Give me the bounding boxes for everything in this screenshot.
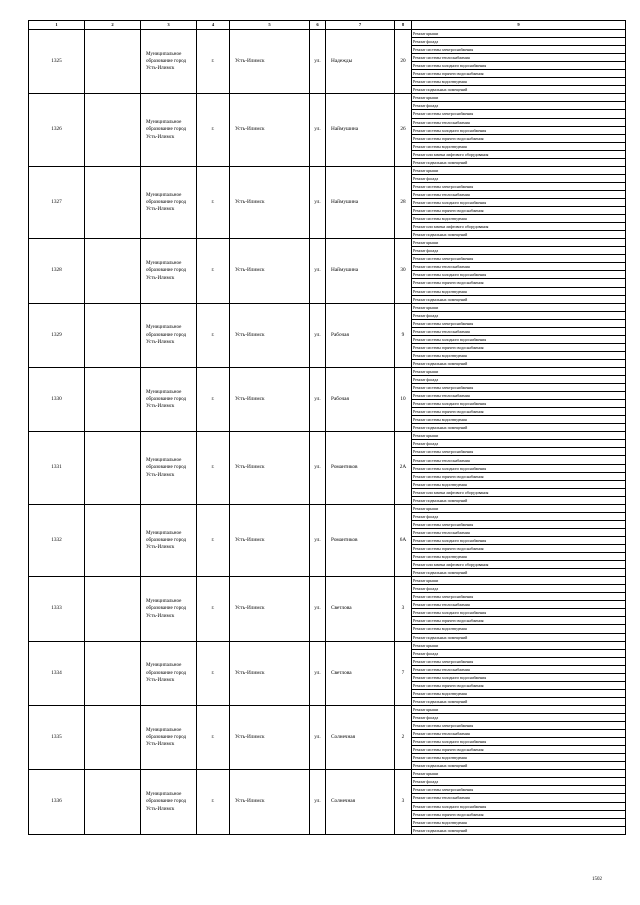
repair-work-item: Ремонт фасада — [412, 247, 626, 255]
header-col-4: 4 — [197, 21, 230, 30]
house-number: 28 — [395, 166, 412, 238]
house-number: 30 — [395, 239, 412, 303]
repair-work-item: Ремонт системы холодного водоснабжения — [412, 738, 626, 746]
repair-work-item: Ремонт системы электроснабжения — [412, 319, 626, 327]
house-number: 3 — [395, 770, 412, 834]
municipality-name: Муниципальное образование город Усть-Илимск — [141, 705, 197, 769]
repair-work-item: Ремонт системы горячего водоснабжения — [412, 617, 626, 625]
repair-work-item: Ремонт крыши — [412, 432, 626, 440]
municipal-district-cell — [85, 432, 141, 504]
locality-type: г. — [197, 94, 230, 166]
locality-name: Усть-Илимск — [230, 641, 310, 705]
street-type: ул. — [310, 303, 326, 367]
house-number: 9 — [395, 303, 412, 367]
repair-work-item: Ремонт системы холодного водоснабжения — [412, 62, 626, 70]
municipality-name: Муниципальное образование город Усть-Илимск — [141, 303, 197, 367]
repair-work-item: Ремонт системы водоотведения — [412, 754, 626, 762]
repair-work-item: Ремонт системы электроснабжения — [412, 520, 626, 528]
repair-work-item: Ремонт системы электроснабжения — [412, 255, 626, 263]
repair-work-item: Ремонт подвальных помещений — [412, 158, 626, 166]
repair-work-item: Ремонт системы теплоснабжения — [412, 327, 626, 335]
street-name: Рабочая — [326, 367, 395, 431]
repair-work-item: Ремонт системы теплоснабжения — [412, 118, 626, 126]
house-number: 26 — [395, 94, 412, 166]
repair-work-item: Ремонт системы электроснабжения — [412, 786, 626, 794]
header-col-9: 9 — [412, 21, 626, 30]
repair-work-item: Ремонт системы водоотведения — [412, 818, 626, 826]
repair-work-item: Ремонт фасада — [412, 311, 626, 319]
table-row — [29, 641, 626, 649]
repair-work-item: Ремонт системы горячего водоснабжения — [412, 472, 626, 480]
street-type: ул. — [310, 239, 326, 303]
repair-work-item: Ремонт системы электроснабжения — [412, 722, 626, 730]
locality-type: г. — [197, 239, 230, 303]
table-row — [29, 504, 626, 512]
table-row — [29, 166, 626, 174]
municipality-name: Муниципальное образование город Усть-Илимск — [141, 239, 197, 303]
repair-work-item: Ремонт подвальных помещений — [412, 359, 626, 367]
repair-work-item: Ремонт системы холодного водоснабжения — [412, 198, 626, 206]
locality-name: Усть-Илимск — [230, 94, 310, 166]
repair-work-item: Ремонт крыши — [412, 367, 626, 375]
municipal-district-cell — [85, 239, 141, 303]
house-number: 10 — [395, 367, 412, 431]
repair-work-item: Ремонт крыши — [412, 770, 626, 778]
repair-work-item: Ремонт системы водоотведения — [412, 416, 626, 424]
row-number: 1328 — [29, 239, 85, 303]
locality-name: Усть-Илимск — [230, 303, 310, 367]
street-type: ул. — [310, 705, 326, 769]
repair-work-item: Ремонт системы горячего водоснабжения — [412, 207, 626, 215]
house-number: 6А — [395, 504, 412, 576]
header-col-6: 6 — [310, 21, 326, 30]
repair-work-item: Ремонт подвальных помещений — [412, 295, 626, 303]
locality-type: г. — [197, 303, 230, 367]
street-name: Романтиков — [326, 504, 395, 576]
locality-name: Усть-Илимск — [230, 770, 310, 834]
repair-work-item: Ремонт системы теплоснабжения — [412, 730, 626, 738]
repair-work-item: Ремонт системы холодного водоснабжения — [412, 536, 626, 544]
repair-work-item: Ремонт фасада — [412, 376, 626, 384]
row-number: 1334 — [29, 641, 85, 705]
repair-work-item: Ремонт подвальных помещений — [412, 86, 626, 94]
header-col-2: 2 — [85, 21, 141, 30]
street-type: ул. — [310, 166, 326, 238]
repair-work-item: Ремонт системы теплоснабжения — [412, 528, 626, 536]
street-name: Светлова — [326, 641, 395, 705]
house-number: 2А — [395, 432, 412, 504]
repair-work-item: Ремонт системы холодного водоснабжения — [412, 802, 626, 810]
street-type: ул. — [310, 641, 326, 705]
repair-work-item: Ремонт системы электроснабжения — [412, 384, 626, 392]
municipal-district-cell — [85, 94, 141, 166]
street-type: ул. — [310, 94, 326, 166]
repair-work-item: Ремонт системы горячего водоснабжения — [412, 134, 626, 142]
repair-work-item: Ремонт системы водоотведения — [412, 215, 626, 223]
street-name: Рабочая — [326, 303, 395, 367]
repair-work-item: Ремонт или замена лифтового оборудования — [412, 223, 626, 231]
street-type: ул. — [310, 30, 326, 94]
locality-type: г. — [197, 770, 230, 834]
municipal-district-cell — [85, 504, 141, 576]
street-name: Наймушина — [326, 239, 395, 303]
header-col-1: 1 — [29, 21, 85, 30]
repair-work-item: Ремонт системы теплоснабжения — [412, 456, 626, 464]
repair-work-item: Ремонт системы холодного водоснабжения — [412, 673, 626, 681]
repair-work-item: Ремонт или замена лифтового оборудования — [412, 561, 626, 569]
repair-work-item: Ремонт фасада — [412, 585, 626, 593]
repair-work-item: Ремонт фасада — [412, 174, 626, 182]
repair-work-item: Ремонт крыши — [412, 94, 626, 102]
repair-work-item: Ремонт системы горячего водоснабжения — [412, 70, 626, 78]
locality-type: г. — [197, 432, 230, 504]
repair-work-item: Ремонт системы электроснабжения — [412, 110, 626, 118]
repair-work-item: Ремонт системы водоотведения — [412, 287, 626, 295]
repair-work-item: Ремонт системы теплоснабжения — [412, 665, 626, 673]
street-name: Солнечная — [326, 705, 395, 769]
street-name: Надежды — [326, 30, 395, 94]
repair-work-item: Ремонт системы теплоснабжения — [412, 794, 626, 802]
municipality-name: Муниципальное образование город Усть-Илимск — [141, 577, 197, 641]
repair-work-item: Ремонт крыши — [412, 705, 626, 713]
row-number: 1331 — [29, 432, 85, 504]
repair-work-item: Ремонт фасада — [412, 102, 626, 110]
street-name: Наймушина — [326, 94, 395, 166]
repair-work-item: Ремонт подвальных помещений — [412, 633, 626, 641]
repair-work-item: Ремонт или замена лифтового оборудования — [412, 150, 626, 158]
repair-work-item: Ремонт подвальных помещений — [412, 424, 626, 432]
repair-work-item: Ремонт фасада — [412, 440, 626, 448]
locality-name: Усть-Илимск — [230, 432, 310, 504]
municipality-name: Муниципальное образование город Усть-Илимск — [141, 504, 197, 576]
repair-program-table — [28, 20, 626, 835]
repair-work-item: Ремонт системы водоотведения — [412, 553, 626, 561]
repair-work-item: Ремонт системы водоотведения — [412, 142, 626, 150]
row-number: 1335 — [29, 705, 85, 769]
municipal-district-cell — [85, 770, 141, 834]
repair-work-item: Ремонт фасада — [412, 778, 626, 786]
municipal-district-cell — [85, 30, 141, 94]
table-row — [29, 770, 626, 778]
municipal-district-cell — [85, 641, 141, 705]
repair-work-item: Ремонт подвальных помещений — [412, 231, 626, 239]
house-number: 7 — [395, 641, 412, 705]
house-number: 2 — [395, 705, 412, 769]
municipal-district-cell — [85, 705, 141, 769]
locality-type: г. — [197, 504, 230, 576]
locality-name: Усть-Илимск — [230, 30, 310, 94]
row-number: 1330 — [29, 367, 85, 431]
repair-work-item: Ремонт системы теплоснабжения — [412, 190, 626, 198]
row-number: 1333 — [29, 577, 85, 641]
repair-work-item: Ремонт системы электроснабжения — [412, 593, 626, 601]
repair-work-item: Ремонт крыши — [412, 30, 626, 38]
table-row — [29, 303, 626, 311]
repair-work-item: Ремонт крыши — [412, 641, 626, 649]
repair-work-item: Ремонт фасада — [412, 512, 626, 520]
repair-work-item: Ремонт крыши — [412, 239, 626, 247]
row-number: 1326 — [29, 94, 85, 166]
repair-work-item: Ремонт подвальных помещений — [412, 762, 626, 770]
row-number: 1336 — [29, 770, 85, 834]
street-type: ул. — [310, 367, 326, 431]
locality-name: Усть-Илимск — [230, 367, 310, 431]
repair-work-item: Ремонт системы электроснабжения — [412, 448, 626, 456]
repair-work-item: Ремонт системы холодного водоснабжения — [412, 464, 626, 472]
street-type: ул. — [310, 770, 326, 834]
repair-work-item: Ремонт крыши — [412, 577, 626, 585]
table-row — [29, 30, 626, 38]
repair-work-item: Ремонт системы водоотведения — [412, 351, 626, 359]
repair-work-item: Ремонт системы теплоснабжения — [412, 54, 626, 62]
repair-work-item: Ремонт системы холодного водоснабжения — [412, 271, 626, 279]
municipality-name: Муниципальное образование город Усть-Илимск — [141, 432, 197, 504]
locality-type: г. — [197, 641, 230, 705]
locality-type: г. — [197, 166, 230, 238]
header-col-5: 5 — [230, 21, 310, 30]
repair-work-item: Ремонт системы электроснабжения — [412, 182, 626, 190]
street-type: ул. — [310, 504, 326, 576]
repair-work-item: Ремонт системы теплоснабжения — [412, 263, 626, 271]
repair-work-item: Ремонт системы теплоснабжения — [412, 392, 626, 400]
repair-work-item: Ремонт крыши — [412, 166, 626, 174]
repair-work-item: Ремонт системы горячего водоснабжения — [412, 545, 626, 553]
table-row — [29, 367, 626, 375]
header-row — [29, 21, 626, 30]
repair-work-item: Ремонт системы водоотведения — [412, 480, 626, 488]
municipality-name: Муниципальное образование город Усть-Илимск — [141, 641, 197, 705]
street-name: Наймушина — [326, 166, 395, 238]
house-number: 3 — [395, 577, 412, 641]
municipal-district-cell — [85, 303, 141, 367]
table-row — [29, 577, 626, 585]
header-col-8: 8 — [395, 21, 412, 30]
municipality-name: Муниципальное образование город Усть-Илимск — [141, 94, 197, 166]
repair-work-item: Ремонт крыши — [412, 504, 626, 512]
repair-work-item: Ремонт системы теплоснабжения — [412, 601, 626, 609]
row-number: 1332 — [29, 504, 85, 576]
document-sheet — [28, 20, 625, 835]
repair-work-item: Ремонт фасада — [412, 649, 626, 657]
locality-type: г. — [197, 30, 230, 94]
repair-work-item: Ремонт фасада — [412, 38, 626, 46]
municipal-district-cell — [85, 166, 141, 238]
municipal-district-cell — [85, 577, 141, 641]
repair-work-item: Ремонт системы водоотведения — [412, 625, 626, 633]
repair-work-item: Ремонт системы горячего водоснабжения — [412, 343, 626, 351]
street-name: Светлова — [326, 577, 395, 641]
locality-name: Усть-Илимск — [230, 504, 310, 576]
repair-work-item: Ремонт системы холодного водоснабжения — [412, 400, 626, 408]
municipal-district-cell — [85, 367, 141, 431]
municipality-name: Муниципальное образование город Усть-Илимск — [141, 30, 197, 94]
repair-work-item: Ремонт подвальных помещений — [412, 826, 626, 834]
repair-work-item: Ремонт или замена лифтового оборудования — [412, 488, 626, 496]
table-row — [29, 705, 626, 713]
repair-work-item: Ремонт подвальных помещений — [412, 697, 626, 705]
table-row — [29, 239, 626, 247]
locality-type: г. — [197, 705, 230, 769]
table-row — [29, 432, 626, 440]
locality-name: Усть-Илимск — [230, 705, 310, 769]
locality-name: Усть-Илимск — [230, 239, 310, 303]
repair-work-item: Ремонт системы электроснабжения — [412, 657, 626, 665]
repair-work-item: Ремонт системы электроснабжения — [412, 46, 626, 54]
repair-work-item: Ремонт подвальных помещений — [412, 496, 626, 504]
repair-work-item: Ремонт системы водоотведения — [412, 78, 626, 86]
repair-work-item: Ремонт системы горячего водоснабжения — [412, 746, 626, 754]
municipality-name: Муниципальное образование город Усть-Илимск — [141, 367, 197, 431]
repair-work-item: Ремонт подвальных помещений — [412, 569, 626, 577]
street-type: ул. — [310, 432, 326, 504]
repair-work-item: Ремонт системы холодного водоснабжения — [412, 335, 626, 343]
repair-work-item: Ремонт системы горячего водоснабжения — [412, 279, 626, 287]
street-name: Солнечная — [326, 770, 395, 834]
repair-work-item: Ремонт системы горячего водоснабжения — [412, 810, 626, 818]
repair-work-item: Ремонт крыши — [412, 303, 626, 311]
house-number: 20 — [395, 30, 412, 94]
repair-work-item: Ремонт системы горячего водоснабжения — [412, 681, 626, 689]
row-number: 1327 — [29, 166, 85, 238]
row-number: 1329 — [29, 303, 85, 367]
repair-work-item: Ремонт системы холодного водоснабжения — [412, 126, 626, 134]
row-number: 1325 — [29, 30, 85, 94]
repair-work-item: Ремонт системы водоотведения — [412, 689, 626, 697]
locality-type: г. — [197, 367, 230, 431]
municipality-name: Муниципальное образование город Усть-Илимск — [141, 166, 197, 238]
locality-type: г. — [197, 577, 230, 641]
street-type: ул. — [310, 577, 326, 641]
table-body — [29, 30, 626, 835]
locality-name: Усть-Илимск — [230, 166, 310, 238]
repair-work-item: Ремонт фасада — [412, 713, 626, 721]
header-col-7: 7 — [326, 21, 395, 30]
repair-work-item: Ремонт системы холодного водоснабжения — [412, 609, 626, 617]
header-col-3: 3 — [141, 21, 197, 30]
municipality-name: Муниципальное образование город Усть-Илимск — [141, 770, 197, 834]
repair-work-item: Ремонт системы горячего водоснабжения — [412, 408, 626, 416]
page-number: 1502 — [592, 877, 602, 882]
locality-name: Усть-Илимск — [230, 577, 310, 641]
table-row — [29, 94, 626, 102]
street-name: Романтиков — [326, 432, 395, 504]
